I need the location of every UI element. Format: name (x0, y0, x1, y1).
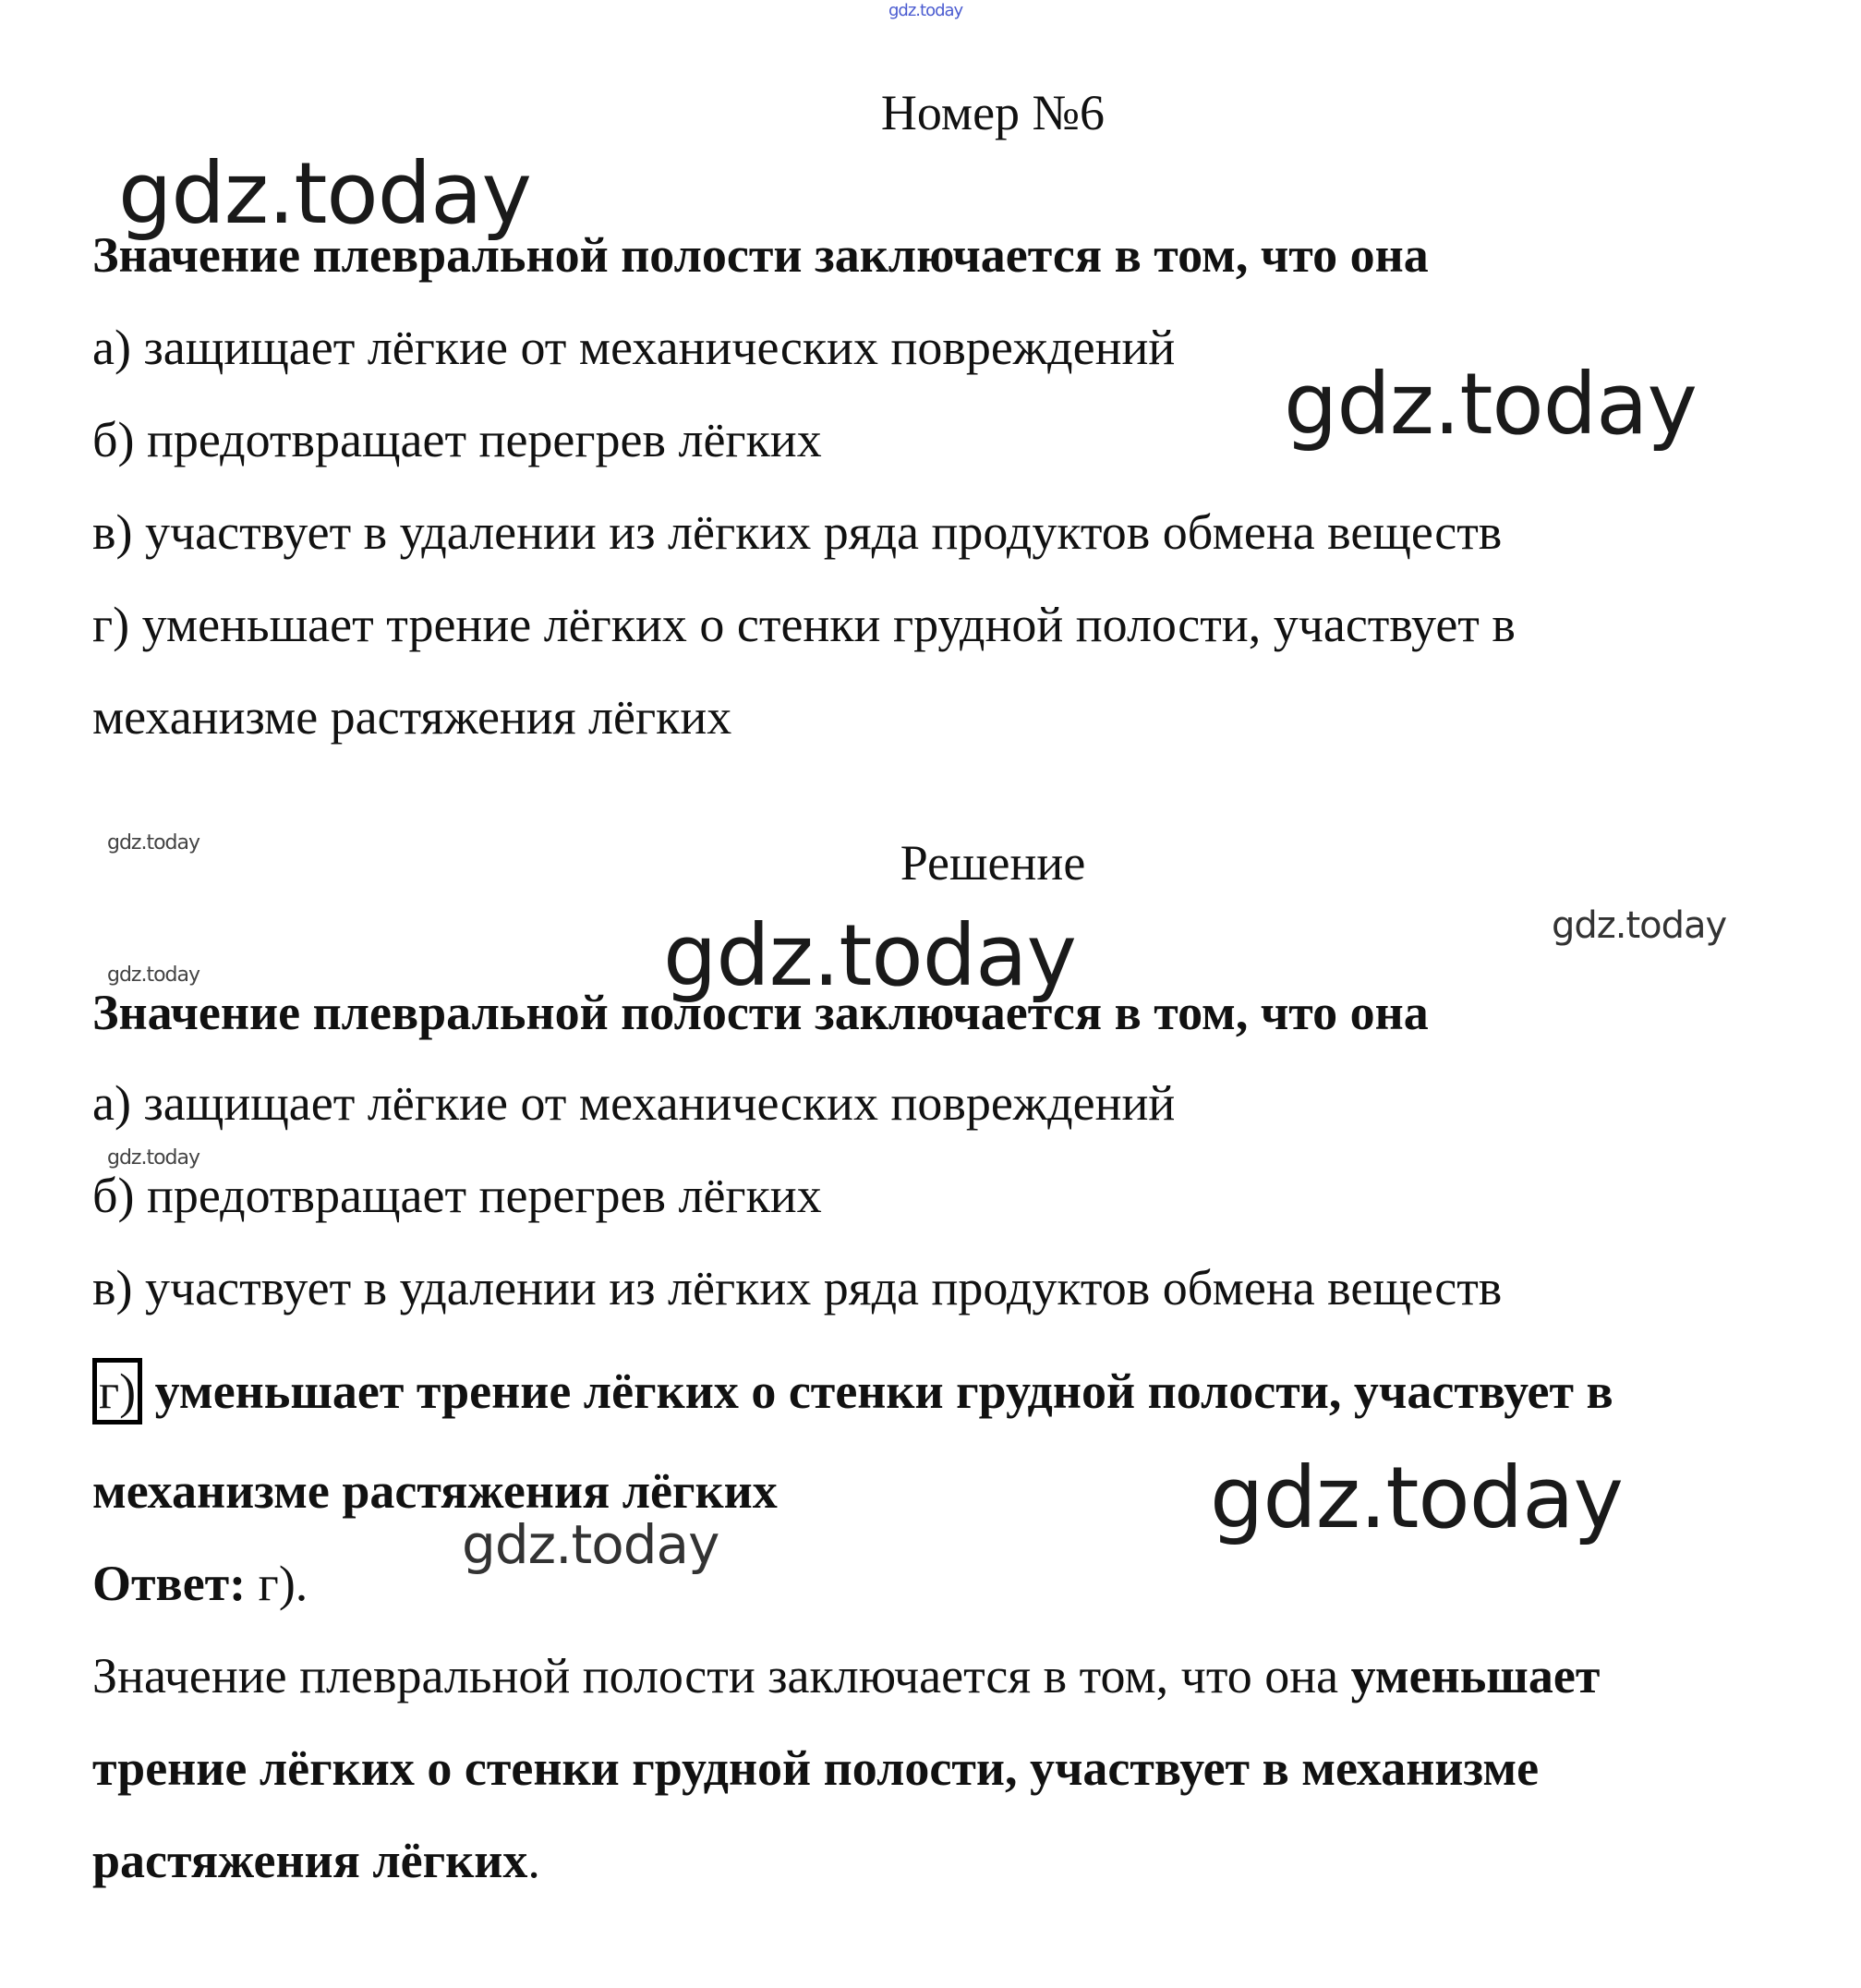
watermark-small: gdz.today (107, 964, 200, 987)
explanation-bold: уменьшает (1350, 1648, 1601, 1703)
solution-option-c: в) участвует в удалении из лёгких ряда продуктов обмена веществ (92, 1260, 1503, 1315)
solution-stem: Значение плевральной полости заключается в том, что она (92, 985, 1429, 1040)
solution-heading: Решение (900, 835, 1086, 891)
watermark-medium: gdz.today (462, 1513, 719, 1576)
question-option-a: а) защищает лёгкие от механических повреждений (92, 320, 1176, 375)
question-stem: Значение плевральной полости заключается в том, что она (92, 227, 1429, 283)
answer-value: г). (246, 1556, 308, 1611)
answer-label: Ответ: (92, 1556, 247, 1611)
explanation-line-2: трение лёгких о стенки грудной полости, участвует в механизме (92, 1740, 1540, 1796)
watermark: gdz.today (663, 906, 1076, 1005)
watermark: gdz.today (118, 144, 531, 243)
explanation-plain: Значение плевральной полости заключается в том, что она (92, 1648, 1351, 1703)
solution-option-a: а) защищает лёгкие от механических повреждений (92, 1075, 1176, 1131)
watermark-small: gdz.today (107, 1146, 200, 1170)
watermark: gdz.today (1284, 355, 1697, 454)
correct-option-text-continued: механизме растяжения лёгких (92, 1463, 778, 1519)
page-title: Номер №6 (880, 85, 1106, 140)
watermark-small: gdz.today (107, 831, 200, 855)
correct-option-letter: г) (92, 1358, 142, 1424)
answer-line (92, 1556, 308, 1611)
explanation-line-1 (92, 1648, 1600, 1703)
solution-correct-option (92, 1358, 1613, 1424)
correct-option-text: уменьшает трение лёгких о стенки грудной полости, участвует в (154, 1364, 1613, 1419)
question-option-c: в) участвует в удалении из лёгких ряда продуктов обмена веществ (92, 504, 1503, 560)
explanation-period: . (527, 1833, 540, 1888)
question-option-d-continued: механизме растяжения лёгких (92, 689, 732, 745)
watermark-top: gdz.today (888, 1, 963, 20)
explanation-bold-end: растяжения лёгких (92, 1833, 528, 1888)
watermark: gdz.today (1210, 1449, 1623, 1547)
question-option-b: б) предотвращает перегрев лёгких (92, 412, 822, 467)
explanation-line-3 (92, 1833, 540, 1888)
question-option-d: г) уменьшает трение лёгких о стенки грудной полости, участвует в (92, 597, 1516, 652)
watermark-medium: gdz.today (1552, 904, 1727, 947)
solution-option-b: б) предотвращает перегрев лёгких (92, 1168, 822, 1223)
